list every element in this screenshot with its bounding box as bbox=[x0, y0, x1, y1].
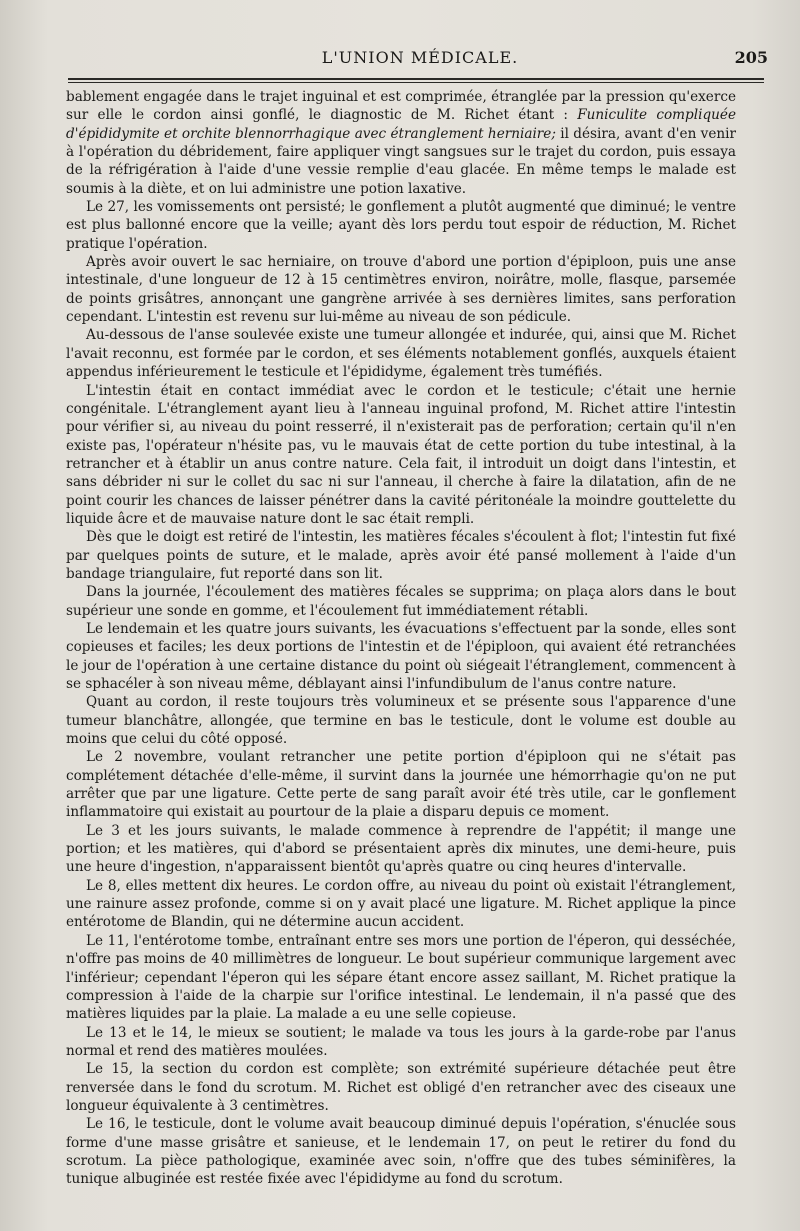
paragraph: L'intestin était en contact immédiat avec le cordon et le testicule; c'était une hernie congénitale. L'étranglement ayant lieu à l'anneau inguinal profond, M. Richet attire l'intestin pour vérifier si, au niveau du point resserré, il n'existerait pas de perforation; certain qu'il n'en existe pas, l'opérateur n'hésite pas, vu le mauvais état de cette portion du tube intestinal, à la retrancher et à établir un anus contre nature. Cela fait, il introduit un doigt dans l'intestin, et sans débrider ni sur le collet du sac ni sur l'anneau, il cherche à faire la dilatation, afin de ne point courir les chances de laisser pénétrer dans la cavité péritonéale la moindre gouttelette du liquide âcre et de mauvaise nature dont le sac était rempli. bbox=[66, 382, 736, 527]
paragraph-text: il désira, avant d'en venir à l'opération du débridement, faire appliquer vingt sangsues sur le trajet du cordon, puis essaya de la réfrigération à l'aide d'une vessie remplie d'eau glacée. En même temps le malade est soumis à la diète, et on lui administre une potion laxative. bbox=[66, 125, 737, 197]
article-body bbox=[66, 88, 736, 1189]
paragraph: Le lendemain et les quatre jours suivants, les évacuations s'effectuent par la sonde, elles sont copieuses et faciles; les deux portions de l'intestin et de l'épiploon, qui avaient été retranchées le jour de l'opération à une certaine distance du point où siégeait l'étranglement, commencent à se sphacéler à son niveau même, déblayant ainsi l'infundibulum de l'anus contre nature. bbox=[66, 620, 736, 692]
paragraph: Le 3 et les jours suivants, le malade commence à reprendre de l'appétit; il mange une portion; et les matières, qui d'abord se présentaient après dix minutes, une demi-heure, puis une heure d'ingestion, n'apparaissent bientôt qu'après quatre ou cinq heures d'intervalle. bbox=[66, 822, 736, 876]
paragraph: Le 13 et le 14, le mieux se soutient; le malade va tous les jours à la garde-robe par l'anus normal et rend des matières moulées. bbox=[66, 1024, 736, 1059]
paragraph-text: bablement engagée dans le trajet inguinal et est comprimée, étranglée par la pression qu'exerce sur elle le cordon ainsi gonflé, le diagnostic de M. Richet étant : bbox=[66, 89, 736, 124]
paragraph: Le 8, elles mettent dix heures. Le cordon offre, au niveau du point où existait l'étranglement, une rainure assez profonde, comme si on y avait placé une ligature. M. Richet applique la pince entérotome de Blandin, qui ne détermine aucun accident. bbox=[66, 877, 736, 931]
diagnosis-italic: Funiculite compliquée d'épididymite et orchite blennorrhagique avec étranglement herniaire; bbox=[66, 107, 736, 142]
paragraph: Quant au cordon, il reste toujours très volumineux et se présente sous l'apparence d'une tumeur blanchâtre, allongée, que termine en bas le testicule, dont le volume est double au moins que celui du côté opposé. bbox=[66, 694, 736, 748]
paragraph: Dès que le doigt est retiré de l'intestin, les matières fécales s'écoulent à flot; l'intestin fut fixé par quelques points de suture, et le malade, après avoir été pansé mollement à l'aide d'un bandage triangulaire, fut reporté dans son lit. bbox=[66, 529, 736, 582]
page-header bbox=[68, 46, 772, 76]
paragraph: Après avoir ouvert le sac herniaire, on trouve d'abord une portion d'épiploon, puis une anse intestinale, d'une longueur de 12 à 15 centimètres environ, noirâtre, molle, flasque, parsemée de points grisâtres, annonçant une gangrène arrivée à ses dernières limites, sans perforation cependant. L'intestin est revenu sur lui-même au niveau de son pédicule. bbox=[66, 254, 736, 326]
paragraph bbox=[66, 88, 736, 198]
paragraph: Le 16, le testicule, dont le volume avait beaucoup diminué depuis l'opération, s'énuclée sous forme d'une masse grisâtre et sanieuse, et le lendemain 17, on peut le retirer du fond du scrotum. La pièce pathologique, examinée avec soin, n'offre que des tubes séminifères, la tunique albuginée est restée fixée avec l'épididyme au fond du scrotum. bbox=[66, 1116, 736, 1188]
paragraph: Le 2 novembre, voulant retrancher une petite portion d'épiploon qui ne s'était pas complétement détachée d'elle-même, il survint dans la journée une hémorrhagie qu'on ne put arrêter que par une ligature. Cette perte de sang paraît avoir été très utile, car le gonflement inflammatoire qui existait au pourtour de la plaie a disparu depuis ce moment. bbox=[66, 749, 736, 821]
paragraph: Au-dessous de l'anse soulevée existe une tumeur allongée et indurée, qui, ainsi que M. Richet l'avait reconnu, est formée par le cordon, et ses éléments notablement gonflés, auxquels étaient appendus inférieurement le testicule et l'épididyme, également très tuméfiés. bbox=[66, 327, 736, 381]
page-number: 205 bbox=[734, 48, 768, 67]
paragraph: Dans la journée, l'écoulement des matières fécales se supprima; on plaça alors dans le bout supérieur une sonde en gomme, et l'écoulement fut immédiatement rétabli. bbox=[66, 584, 736, 619]
header-rule-thin bbox=[68, 82, 764, 83]
header-rule bbox=[68, 78, 764, 80]
paragraph: Le 27, les vomissements ont persisté; le gonflement a plutôt augmenté que diminué; le ventre est plus ballonné encore que la veille; ayant dès lors perdu tout espoir de réduction, M. Richet pratique l'opération. bbox=[66, 199, 736, 252]
running-title: L'UNION MÉDICALE. bbox=[321, 48, 519, 67]
paragraph: Le 15, la section du cordon est complète; son extrémité supérieure détachée peut être renversée dans le fond du scrotum. M. Richet est obligé d'en retrancher avec des ciseaux une longueur équivalente à 3 centimètres. bbox=[66, 1061, 736, 1114]
paragraph: Le 11, l'entérotome tombe, entraînant entre ses mors une portion de l'éperon, qui desséchée, n'offre pas moins de 40 millimètres de longueur. Le bout supérieur communique largement avec l'inférieur; cependant l'éperon qui les sépare étant encore assez saillant, M. Richet pratique la compression à l'aide de la charpie sur l'orifice intestinal. Le lendemain, il n'a passé que des matières liquides par la plaie. La malade a eu une selle copieuse. bbox=[66, 932, 736, 1023]
